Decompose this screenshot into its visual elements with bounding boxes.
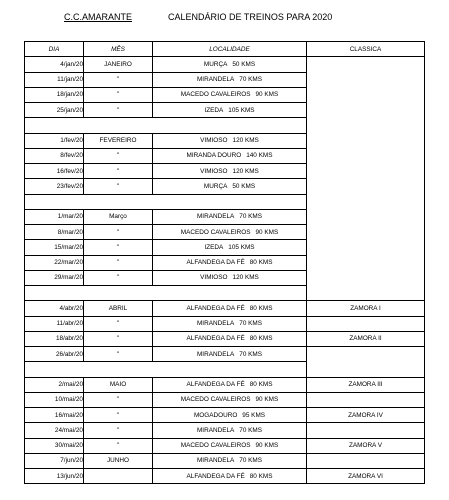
classica-cell <box>307 133 425 148</box>
club-name: C.C.AMARANTE <box>64 12 133 22</box>
mes-cell: " <box>84 179 153 194</box>
distance-km: 80 KMS <box>249 335 273 343</box>
localidade-name: MACEDO CAVALEIROS <box>180 442 251 450</box>
distance-km: 80 KMS <box>249 381 273 389</box>
distance-km: 120 KMS <box>232 167 259 175</box>
separator-row <box>25 118 425 133</box>
mes-cell: " <box>84 225 153 240</box>
separator-row <box>25 194 425 209</box>
distance-km: 120 KMS <box>232 137 259 145</box>
classica-cell <box>307 194 425 209</box>
classica-cell <box>307 255 425 270</box>
localidade-name: MOGADOURO <box>193 411 238 419</box>
localidade-cell <box>153 347 307 362</box>
header-row <box>25 42 425 57</box>
localidade-cell <box>153 392 307 407</box>
mes-cell: " <box>84 255 153 270</box>
mes-cell: " <box>84 148 153 163</box>
table-row <box>25 377 425 392</box>
table-row <box>25 225 425 240</box>
distance-km: 70 KMS <box>239 76 263 84</box>
table-row <box>25 408 425 423</box>
localidade-cell <box>153 408 307 423</box>
classica-cell <box>307 316 425 331</box>
localidade-name: MACEDO CAVALEIROS <box>180 396 251 404</box>
distance-km: 80 KMS <box>249 259 273 267</box>
localidade-name: MIRANDA DOURO <box>186 152 242 160</box>
localidade-cell <box>153 133 307 148</box>
localidade-name: ALFANDEGA DA FÉ <box>186 472 245 480</box>
localidade-cell <box>153 87 307 102</box>
column-header-mes: MÊS <box>84 42 153 57</box>
distance-km: 90 KMS <box>255 442 279 450</box>
localidade-cell <box>153 453 307 468</box>
dia-cell: 26/abr/20 <box>25 347 84 362</box>
dia-cell: 1/mar/20 <box>25 209 84 224</box>
document-title: CALENDÁRIO DE TREINOS PARA 2020 <box>168 12 333 22</box>
distance-km: 80 KMS <box>249 472 273 480</box>
localidade-name: MIRANDELA <box>196 426 235 434</box>
table-row <box>25 469 425 484</box>
distance-km: 95 KMS <box>242 411 266 419</box>
localidade-name: MIRANDELA <box>196 320 235 328</box>
dia-cell: 8/fev/20 <box>25 148 84 163</box>
dia-cell: 29/mar/20 <box>25 270 84 285</box>
dia-cell: 8/mar/20 <box>25 225 84 240</box>
localidade-name: MURÇA <box>203 60 228 68</box>
table-row <box>25 72 425 87</box>
classica-cell <box>307 179 425 194</box>
classica-cell <box>307 209 425 224</box>
schedule-table <box>24 41 425 484</box>
localidade-name: ALFANDEGA DA FÉ <box>186 335 245 343</box>
mes-cell: " <box>84 103 153 118</box>
mes-cell: " <box>84 392 153 407</box>
mes-cell: FEVEREIRO <box>84 133 153 148</box>
localidade-cell <box>153 377 307 392</box>
separator-cell <box>25 194 307 209</box>
localidade-name: IZEDA <box>204 106 224 114</box>
classica-cell <box>307 87 425 102</box>
classica-cell <box>307 118 425 133</box>
distance-km: 80 KMS <box>249 304 273 312</box>
localidade-cell <box>153 270 307 285</box>
distance-km: 70 KMS <box>239 213 263 221</box>
column-header-dia: DIA <box>25 42 84 57</box>
table-row <box>25 331 425 346</box>
table-row <box>25 103 425 118</box>
table-row <box>25 347 425 362</box>
dia-cell: 22/mar/20 <box>25 255 84 270</box>
dia-cell: 18/jan/20 <box>25 87 84 102</box>
distance-km: 50 KMS <box>232 182 256 190</box>
table-row <box>25 438 425 453</box>
classica-cell <box>307 72 425 87</box>
classica-cell: ZAMORA IV <box>307 408 425 423</box>
column-header-localidade: LOCALIDADE <box>153 42 307 57</box>
dia-cell: 25/jan/20 <box>25 103 84 118</box>
classica-cell <box>307 392 425 407</box>
dia-cell: 16/mai/20 <box>25 408 84 423</box>
table-row <box>25 164 425 179</box>
classica-cell <box>307 270 425 285</box>
distance-km: 90 KMS <box>255 396 279 404</box>
mes-cell: " <box>84 316 153 331</box>
classica-cell <box>307 225 425 240</box>
localidade-name: VIMIOSO <box>200 167 228 175</box>
localidade-cell <box>153 255 307 270</box>
distance-km: 70 KMS <box>239 457 263 465</box>
localidade-cell <box>153 164 307 179</box>
table-row <box>25 453 425 468</box>
table-row <box>25 87 425 102</box>
table-row <box>25 316 425 331</box>
classica-cell: ZAMORA I <box>307 301 425 316</box>
localidade-cell <box>153 57 307 72</box>
localidade-cell <box>153 423 307 438</box>
classica-cell <box>307 57 425 72</box>
table-row <box>25 301 425 316</box>
table-row <box>25 240 425 255</box>
distance-km: 105 KMS <box>228 243 255 251</box>
localidade-name: MIRANDELA <box>196 457 235 465</box>
classica-cell <box>307 453 425 468</box>
table-row <box>25 179 425 194</box>
dia-cell: 10/mai/20 <box>25 392 84 407</box>
localidade-name: ALFANDEGA DA FÉ <box>186 381 245 389</box>
classica-cell: ZAMORA VI <box>307 469 425 484</box>
localidade-name: VIMIOSO <box>200 274 228 282</box>
localidade-cell <box>153 179 307 194</box>
table-row <box>25 57 425 72</box>
distance-km: 50 KMS <box>232 60 256 68</box>
dia-cell: 15/mar/20 <box>25 240 84 255</box>
dia-cell: 30/mai/20 <box>25 438 84 453</box>
distance-km: 90 KMS <box>255 91 279 99</box>
table-row <box>25 133 425 148</box>
mes-cell: JUNHO <box>84 453 153 468</box>
localidade-name: MIRANDELA <box>196 350 235 358</box>
localidade-name: MACEDO CAVALEIROS <box>180 91 251 99</box>
distance-km: 70 KMS <box>239 426 263 434</box>
mes-cell <box>84 469 153 484</box>
separator-row <box>25 286 425 301</box>
separator-cell <box>25 286 307 301</box>
separator-cell <box>25 118 307 133</box>
localidade-name: IZEDA <box>204 243 224 251</box>
classica-cell <box>307 240 425 255</box>
mes-cell: " <box>84 87 153 102</box>
table-row <box>25 270 425 285</box>
localidade-cell <box>153 438 307 453</box>
mes-cell: " <box>84 270 153 285</box>
localidade-name: VIMIOSO <box>200 137 228 145</box>
mes-cell: " <box>84 164 153 179</box>
dia-cell: 24/mai/20 <box>25 423 84 438</box>
dia-cell: 11/jan/20 <box>25 72 84 87</box>
dia-cell: 4/jan/20 <box>25 57 84 72</box>
classica-cell <box>307 103 425 118</box>
mes-cell: " <box>84 331 153 346</box>
table-row <box>25 392 425 407</box>
localidade-cell <box>153 225 307 240</box>
dia-cell: 1/fev/20 <box>25 133 84 148</box>
separator-cell <box>25 362 307 377</box>
column-header-classica: CLASSICA <box>307 42 425 57</box>
mes-cell: Março <box>84 209 153 224</box>
localidade-name: ALFANDEGA DA FÉ <box>186 304 245 312</box>
distance-km: 70 KMS <box>239 320 263 328</box>
classica-cell: ZAMORA V <box>307 438 425 453</box>
localidade-cell <box>153 148 307 163</box>
dia-cell: 16/fev/20 <box>25 164 84 179</box>
mes-cell: " <box>84 408 153 423</box>
table-row <box>25 148 425 163</box>
localidade-cell <box>153 316 307 331</box>
localidade-cell <box>153 209 307 224</box>
localidade-name: MACEDO CAVALEIROS <box>180 228 251 236</box>
mes-cell: " <box>84 423 153 438</box>
classica-cell <box>307 148 425 163</box>
localidade-cell <box>153 240 307 255</box>
mes-cell: MAIO <box>84 377 153 392</box>
localidade-cell <box>153 103 307 118</box>
localidade-cell <box>153 301 307 316</box>
classica-cell <box>307 423 425 438</box>
table-row <box>25 209 425 224</box>
classica-cell <box>307 347 425 362</box>
classica-cell: ZAMORA II <box>307 331 425 346</box>
classica-cell: ZAMORA III <box>307 377 425 392</box>
classica-cell <box>307 164 425 179</box>
mes-cell: ABRIL <box>84 301 153 316</box>
localidade-cell <box>153 331 307 346</box>
table-row <box>25 255 425 270</box>
distance-km: 140 KMS <box>246 152 273 160</box>
localidade-cell <box>153 72 307 87</box>
dia-cell: 7/jun/20 <box>25 453 84 468</box>
dia-cell: 13/jun/20 <box>25 469 84 484</box>
table-row <box>25 423 425 438</box>
dia-cell: 2/mai/20 <box>25 377 84 392</box>
mes-cell: " <box>84 72 153 87</box>
localidade-name: ALFANDEGA DA FÉ <box>186 259 245 267</box>
mes-cell: " <box>84 240 153 255</box>
separator-row <box>25 362 425 377</box>
classica-cell <box>307 286 425 301</box>
mes-cell: " <box>84 347 153 362</box>
dia-cell: 23/fev/20 <box>25 179 84 194</box>
dia-cell: 4/abr/20 <box>25 301 84 316</box>
localidade-cell <box>153 469 307 484</box>
dia-cell: 11/abr/20 <box>25 316 84 331</box>
classica-cell <box>307 362 425 377</box>
distance-km: 105 KMS <box>228 106 255 114</box>
localidade-name: MIRANDELA <box>196 213 235 221</box>
localidade-name: MIRANDELA <box>196 76 235 84</box>
dia-cell: 18/abr/20 <box>25 331 84 346</box>
distance-km: 90 KMS <box>255 228 279 236</box>
localidade-name: MURÇA <box>203 182 228 190</box>
distance-km: 120 KMS <box>232 274 259 282</box>
mes-cell: JANEIRO <box>84 57 153 72</box>
mes-cell: " <box>84 438 153 453</box>
distance-km: 70 KMS <box>239 350 263 358</box>
